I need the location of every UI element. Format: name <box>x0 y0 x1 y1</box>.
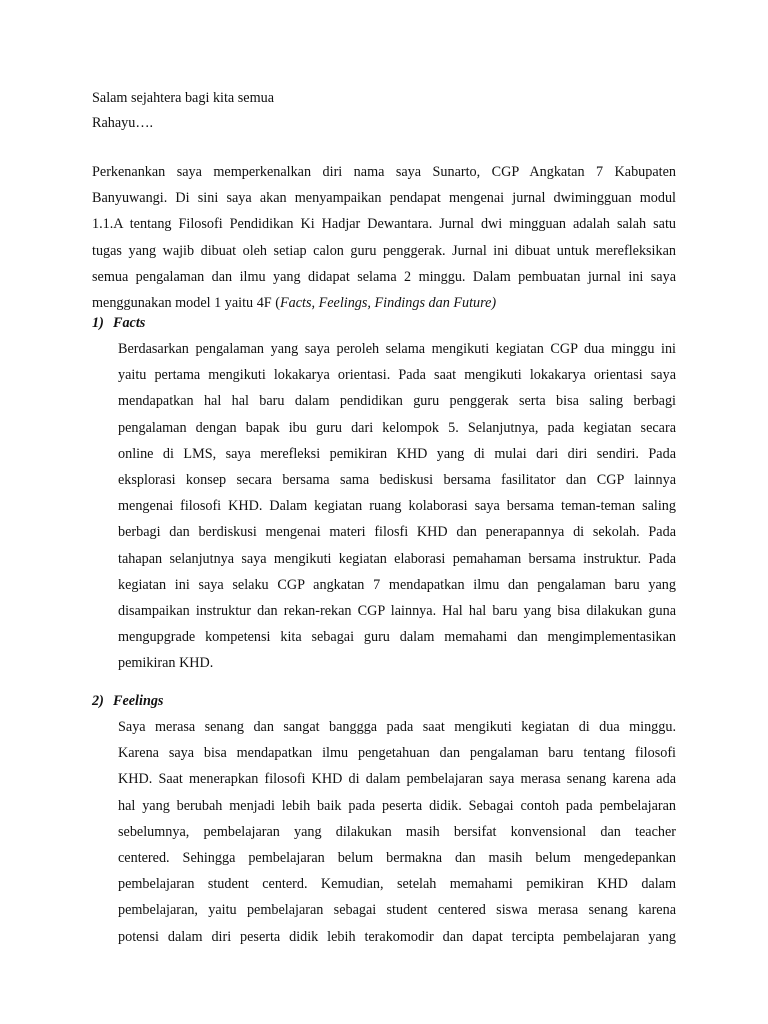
text-line: tahapan selanjutnya saya mengikuti kegiatan elaborasi pemahaman bersama instruktur. Pada <box>118 550 676 567</box>
section-heading-feelings <box>92 691 163 711</box>
section-heading-facts <box>92 313 145 333</box>
text-line: semua pengalaman dan ilmu yang didapat selama 2 minggu. Dalam pembuatan jurnal ini saya <box>92 268 676 285</box>
facts-paragraph <box>118 336 676 677</box>
text-line: Berdasarkan pengalaman yang saya peroleh selama mengikuti kegiatan CGP dua minggu ini <box>118 341 676 357</box>
text-line: pengalaman dengan bapak ibu guru dari kelompok 5. Selanjutnya, pada kegiatan secara <box>118 419 676 436</box>
text-line: Karena saya bisa mendapatkan ilmu pengetahuan dan pengalaman baru tentang filosofi <box>118 745 676 762</box>
text-line: tugas yang wajib dibuat oleh setiap calon guru penggerak. Jurnal ini dibuat untuk merefleksikan <box>92 242 676 259</box>
text-line: pembelajaran, yaitu pembelajaran sebagai student centered siswa merasa senang karena <box>118 902 676 919</box>
text-line: disampaikan instruktur dan rekan-rekan CGP lainnya. Hal hal baru yang bisa dilakukan guna <box>118 603 676 620</box>
text-line: eksplorasi konsep secara bersama sama bediskusi bersama fasilitator dan CGP lainnya <box>118 472 676 489</box>
text-fragment: menggunakan model 1 yaitu 4F ( <box>92 295 280 312</box>
text-line: Saya merasa senang dan sangat banggga pada saat mengikuti kegiatan di dua minggu. <box>118 719 676 735</box>
section-title: Facts <box>113 315 146 331</box>
text-line: centered. Sehingga pembelajaran belum bermakna dan masih belum mengedepankan <box>118 850 676 867</box>
text-line: KHD. Saat menerapkan filosofi KHD di dalam pembelajaran saya merasa senang karena ada <box>118 771 676 788</box>
text-line: mengupgrade kompetensi kita sebagai guru dalam memahami dan mengimplementasikan <box>118 629 676 646</box>
text-line: Perkenankan saya memperkenalkan diri nama saya Sunarto, CGP Angkatan 7 Kabupaten <box>92 164 676 180</box>
text-line <box>92 290 676 316</box>
text-line: sebelumnya, pembelajaran yang dilakukan masih bersifat konvensional dan teacher <box>118 823 676 840</box>
text-line: kegiatan ini saya selaku CGP angkatan 7 mendapatkan ilmu dan pengalaman baru yang <box>118 576 676 593</box>
feelings-paragraph <box>118 714 676 950</box>
section-number: 2) <box>92 693 104 709</box>
greeting-line: Salam sejahtera bagi kita semua <box>92 90 275 106</box>
text-line: pemikiran KHD. <box>118 655 214 672</box>
text-line: 1.1.A tentang Filosofi Pendidikan Ki Hadjar Dewantara. Jurnal dwi mingguan adalah salah satu <box>92 216 676 233</box>
intro-paragraph <box>92 159 676 316</box>
text-line: Banyuwangi. Di sini saya akan menyampaikan pendapat mengenai jurnal dwimingguan modul <box>92 190 676 207</box>
text-line: online di LMS, saya merefleksi pemikiran KHD yang di mulai dari diri sendiri. Pada <box>118 445 676 462</box>
text-line: pembelajaran student centerd. Kemudian, setelah memahami pemikiran KHD dalam <box>118 876 676 893</box>
greeting-line: Rahayu…. <box>92 115 154 131</box>
text-line: mendapatkan hal hal baru dalam pendidikan guru penggerak serta bisa saling berbagi <box>118 393 676 410</box>
text-line: hal yang berubah menjadi lebih baik pada peserta didik. Sebagai contoh pada pembelajaran <box>118 797 676 814</box>
section-title: Feelings <box>113 693 164 709</box>
text-fragment-italic: Facts, Feelings, Findings dan Future) <box>279 295 497 312</box>
text-line: berbagi dan berdiskusi mengenai materi filosfi KHD dan penerapannya di sekolah. Pada <box>118 524 676 541</box>
text-line: mengenai filosofi KHD. Dalam kegiatan ruang kolaborasi saya bersama teman-teman saling <box>118 498 676 515</box>
text-line: yaitu pertama mengikuti lokakarya orientasi. Pada saat mengikuti lokakarya orientasi saya <box>118 367 676 384</box>
text-line: potensi dalam diri peserta didik lebih terakomodir dan dapat tercipta pembelajaran yang <box>118 928 676 945</box>
section-number: 1) <box>92 315 104 331</box>
